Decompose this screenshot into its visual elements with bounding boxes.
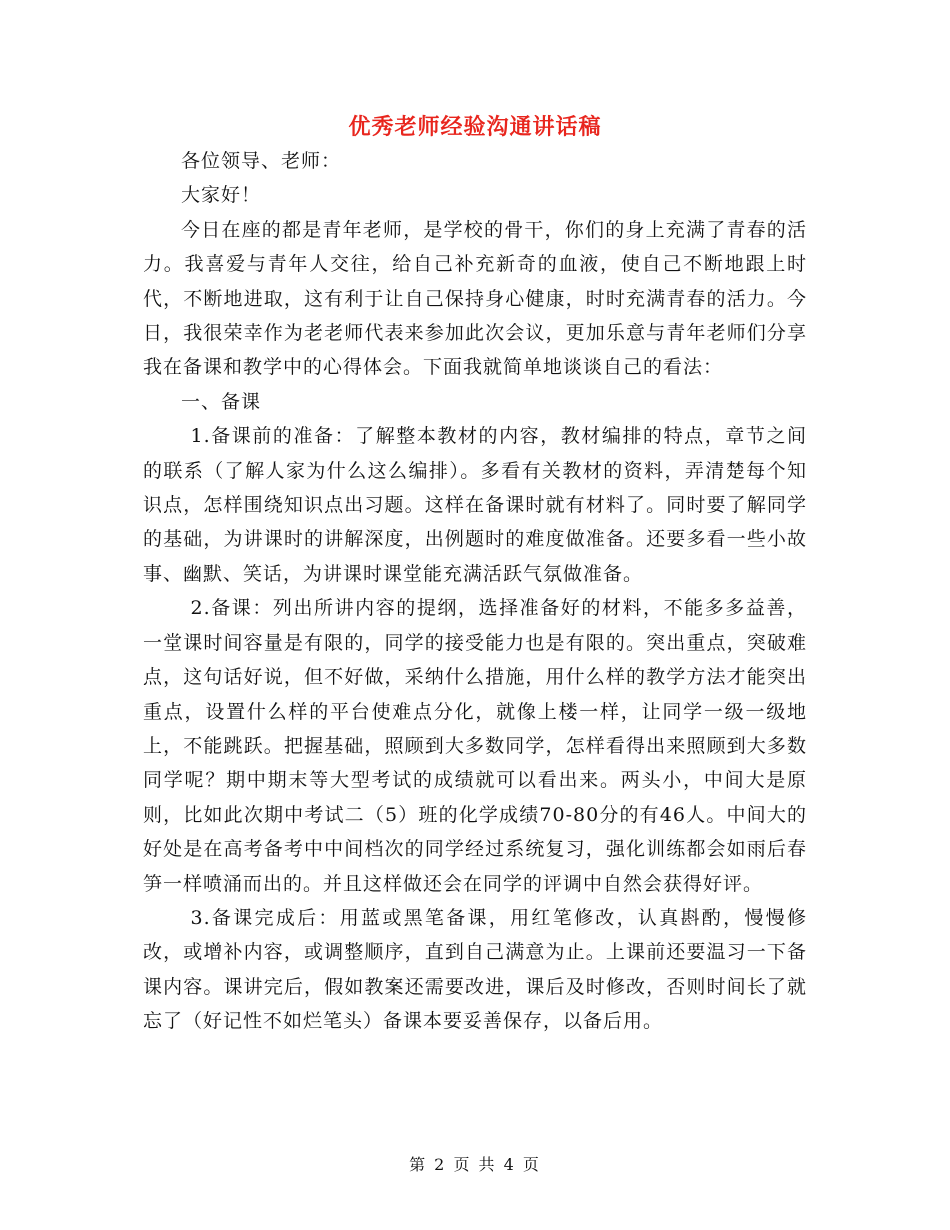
paragraph-after-planning: 3.备课完成后：用蓝或黑笔备课，用红笔修改，认真斟酌，慢慢修改，或增补内容，或调整顺序，直到自己满意为止。上课前还要温习一下备课内容。课讲完后，假如教案还需要改进，课后及时修改，否则时间长了就忘了（好记性不如烂笔头）备课本要妥善保存，以备后用。 [143,906,807,1033]
page-number: 第 2 页 共 4 页 [409,1155,541,1174]
document-title: 优秀老师经验沟通讲话稿 [348,114,602,140]
document-body [143,144,807,1039]
section-heading: 一、备课 [181,390,262,413]
paragraph-lesson-planning: 2.备课：列出所讲内容的提纲，选择准备好的材料，不能多多益善，一堂课时间容量是有限的，同学的接受能力也是有限的。突出重点，突破难点，这句话好说，但不好做，采纳什么措施，用什么样的教学方法才能突出重点，设置什么样的平台使难点分化，就像上楼一样，让同学一级一级地上，不能跳跃。把握基础，照顾到大多数同学，怎样看得出来照顾到大多数同学呢？期中期末等大型考试的成绩就可以看出来。两头小，中间大是原则，比如此次期中考试二（5）班的化学成绩70-80分的有46人。中间大的好处是在高考备考中中间档次的同学经过系统复习，强化训练都会如雨后春笋一样喷涌而出的。并且这样做还会在同学的评调中自然会获得好评。 [143,597,807,895]
intro-paragraph: 今日在座的都是青年老师，是学校的骨干，你们的身上充满了青春的活力。我喜爱与青年人交往，给自己补充新奇的血液，使自己不断地跟上时代，不断地进取，这有利于让自己保持身心健康，时时充满青春的活力。今日，我很荣幸作为老老师代表来参加此次会议，更加乐意与青年老师们分享我在备课和教学中的心得体会。下面我就简单地谈谈自己的看法： [143,218,807,379]
page-footer [0,1155,950,1175]
paragraph-preparation: 1.备课前的准备：了解整本教材的内容，教材编排的特点，章节之间的联系（了解人家为什么这么编排）。多看有关教材的资料，弄清楚每个知识点，怎样围绕知识点出习题。这样在备课时就有材料了。同时要了解同学的基础，为讲课时的讲解深度，出例题时的难度做准备。还要多看一些小故事、幽默、笑话，为讲课时课堂能充满活跃气氛做准备。 [143,425,807,585]
salutation: 各位领导、老师： [181,150,342,172]
greeting: 大家好！ [181,184,262,207]
